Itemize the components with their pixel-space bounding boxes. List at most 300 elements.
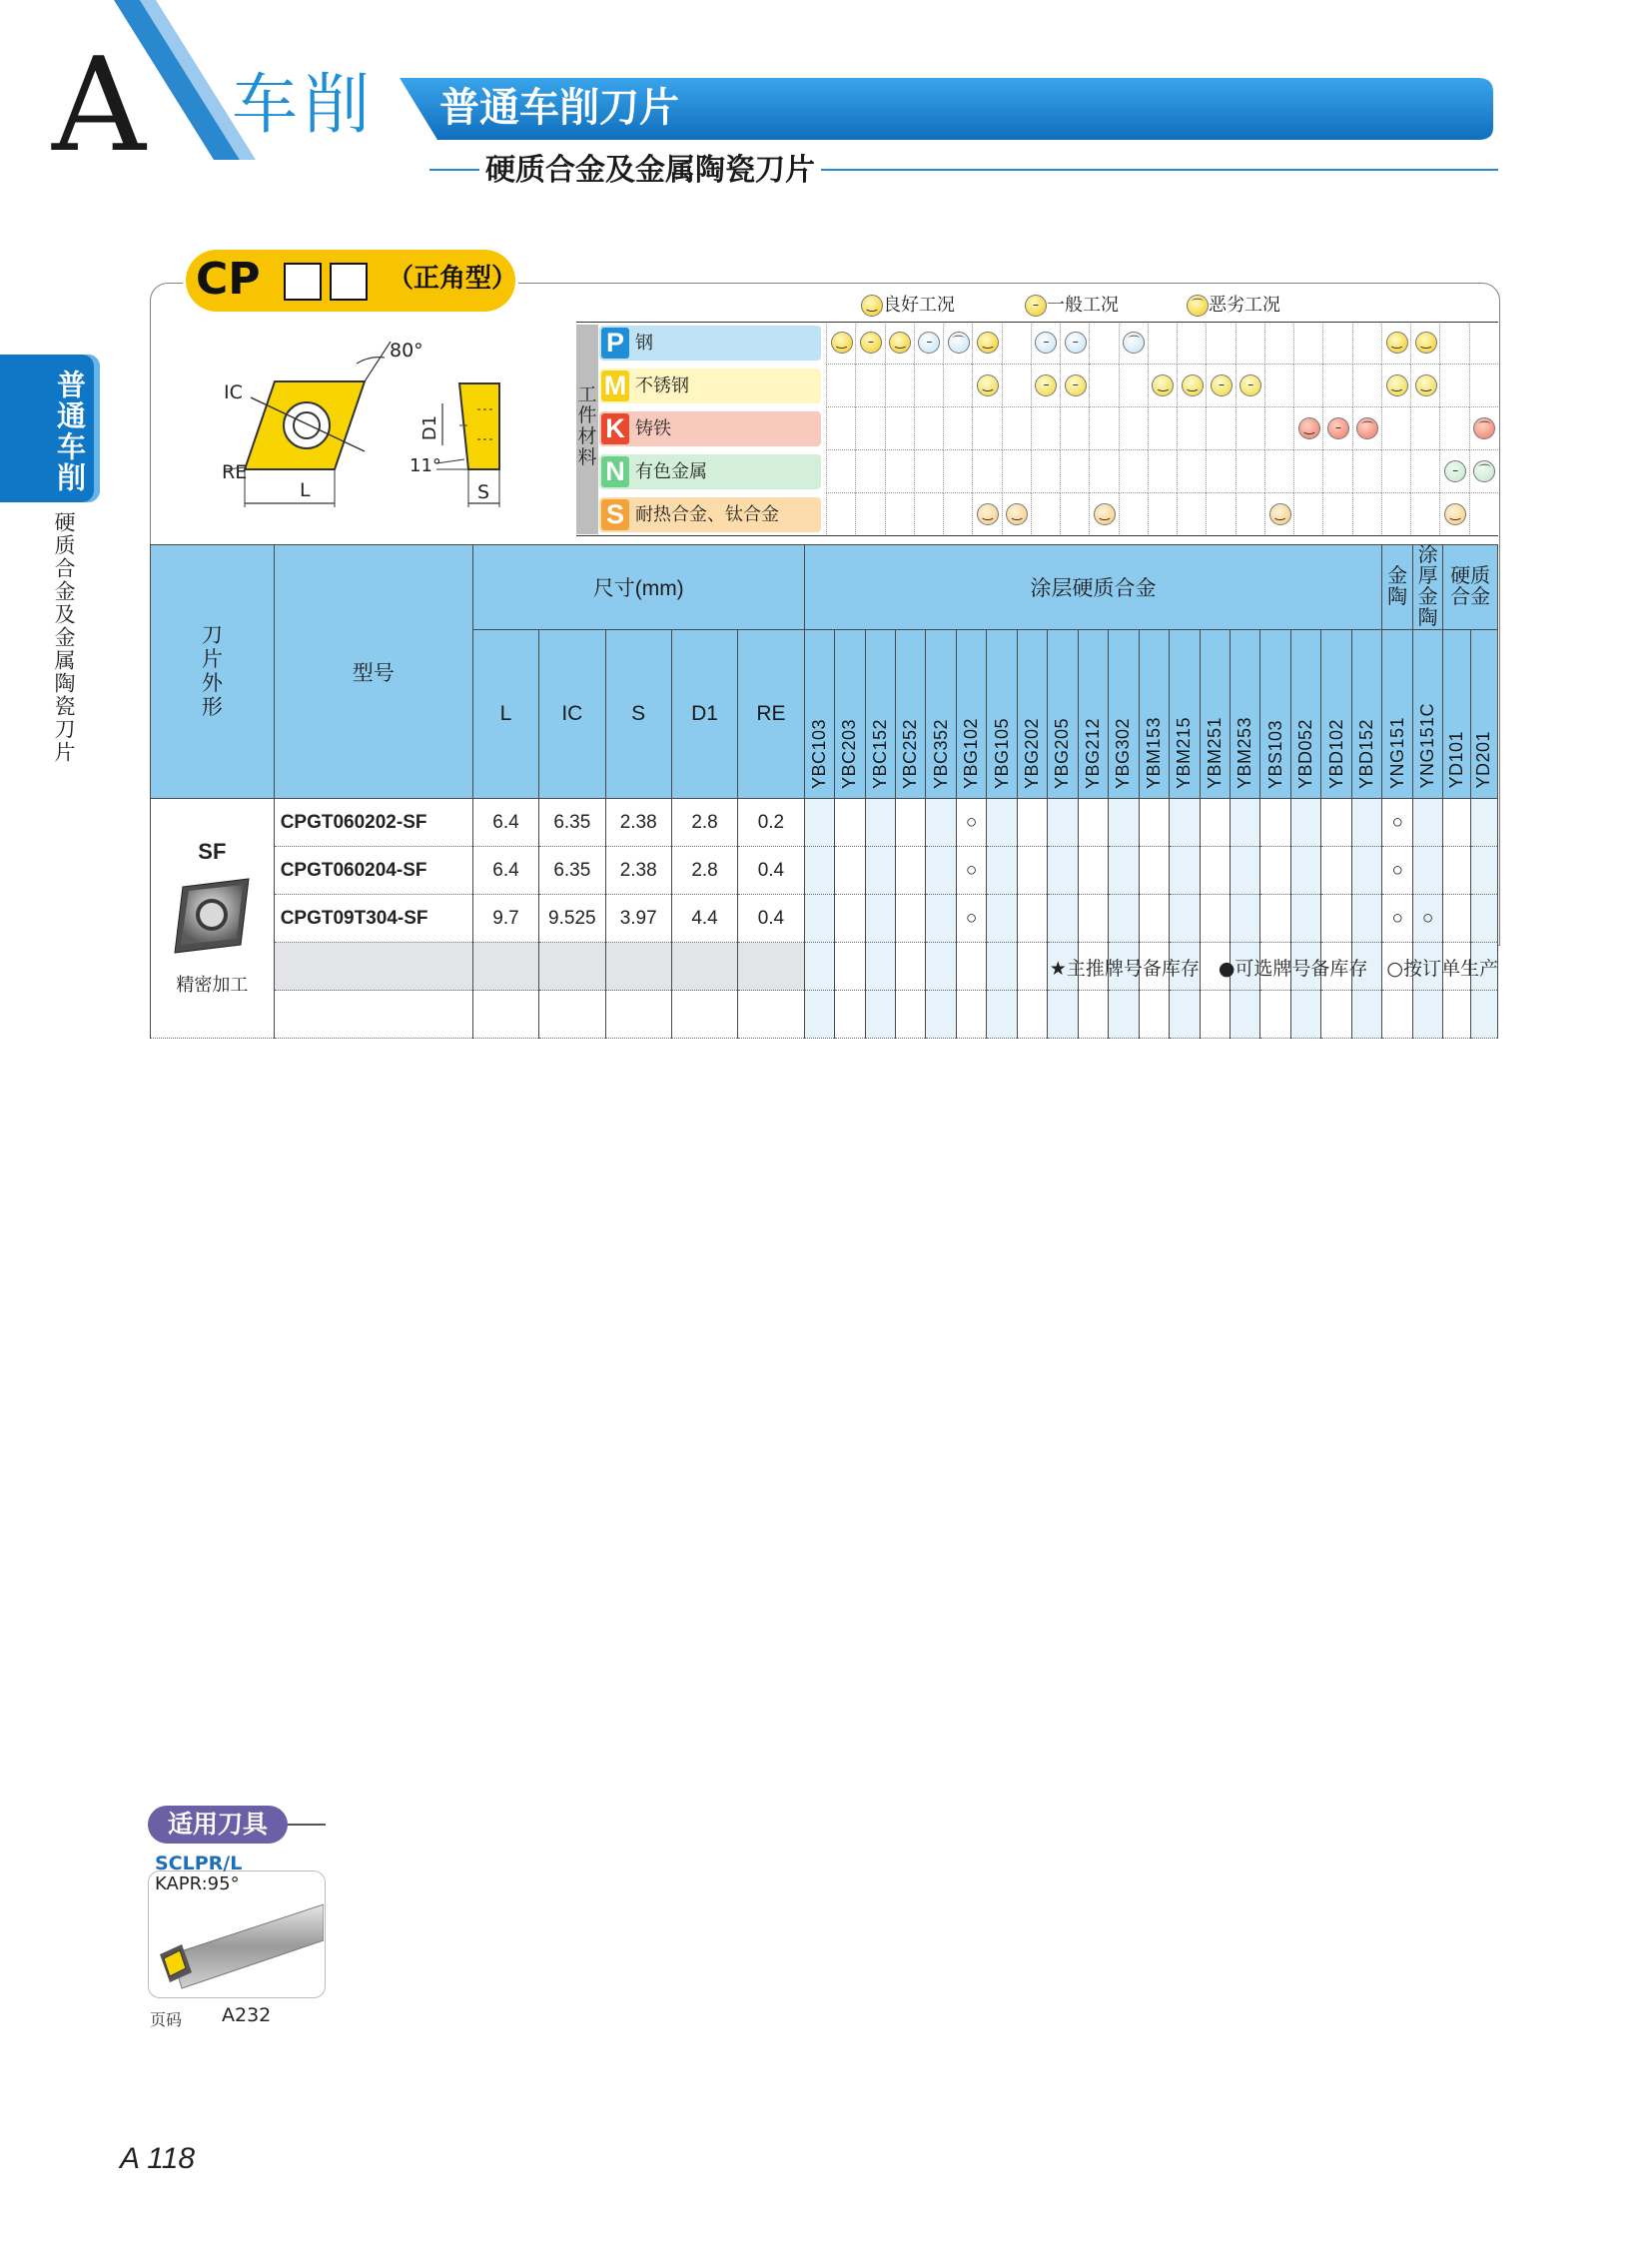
bad-face-icon: ⌒	[948, 332, 970, 354]
suitability-cell	[885, 365, 914, 407]
dim-cell-l	[472, 991, 538, 1039]
suitability-cell	[1089, 450, 1118, 493]
ic-label: IC	[224, 381, 243, 403]
normal-face-icon: –	[1239, 374, 1261, 396]
dim-header-d1: D1	[671, 630, 737, 799]
normal-face-icon: –	[860, 332, 882, 354]
grade-cell: ○	[956, 895, 986, 943]
good-face-icon: ‿	[1006, 503, 1028, 525]
grade-cell: ○	[956, 799, 986, 847]
suitability-cell	[1002, 365, 1031, 407]
suitability-cell	[914, 407, 943, 450]
dim-cell-s: 2.38	[605, 847, 671, 895]
model-cell: CPGT060202-SF	[274, 799, 472, 847]
grade-cell	[1170, 799, 1200, 847]
boring-bar-icon	[152, 1892, 324, 1992]
suitability-cell	[885, 493, 914, 536]
grade-header-ybm215: YBM215	[1170, 630, 1200, 799]
suitability-cell	[826, 450, 855, 493]
suitability-cell	[943, 322, 972, 365]
grade-header-ybc152: YBC152	[865, 630, 895, 799]
grade-cell	[1017, 943, 1047, 991]
dim-cell-d1: 4.4	[671, 895, 737, 943]
dim-cell-re: 0.4	[738, 847, 804, 895]
material-name: 钢	[635, 333, 653, 354]
s-label: S	[477, 481, 490, 503]
grade-cell	[1351, 895, 1382, 943]
material-name: 有色金属	[635, 461, 707, 482]
category-title: 车削	[232, 66, 376, 143]
good-face-icon: ‿	[1152, 374, 1174, 396]
suitability-cell	[972, 493, 1001, 536]
suitability-cell	[1148, 493, 1177, 536]
grade-cell	[1109, 847, 1139, 895]
dim-cell-ic	[539, 991, 605, 1039]
grade-header-ybd052: YBD052	[1290, 630, 1320, 799]
material-label	[599, 454, 821, 489]
suitability-cell	[1381, 365, 1410, 407]
suitability-cell	[1322, 322, 1351, 365]
good-face-icon: ‿	[1269, 503, 1291, 525]
normal-face-icon: –	[1444, 460, 1466, 482]
grade-cell	[1412, 847, 1442, 895]
product-code: CP	[196, 254, 261, 305]
sad-face-icon: ⌒	[1187, 295, 1209, 317]
suitability-cell	[914, 493, 943, 536]
grade-header-ybg102: YBG102	[956, 630, 986, 799]
table-row	[151, 799, 1498, 847]
d1-label: D1	[419, 414, 441, 441]
suitability-cell	[1352, 493, 1381, 536]
grade-cell	[1230, 847, 1259, 895]
grade-cell	[926, 991, 956, 1039]
grade-cell	[1139, 991, 1169, 1039]
grade-cell	[1443, 799, 1470, 847]
normal-face-icon: –	[1327, 417, 1349, 439]
good-face-icon: ‿	[1182, 374, 1204, 396]
suitability-cell	[914, 365, 943, 407]
grade-cell	[987, 895, 1017, 943]
suitability-cell	[1060, 322, 1089, 365]
suitability-cell	[1410, 450, 1439, 493]
coated-carbide-header: 涂层硬质合金	[804, 545, 1382, 630]
grade-cell	[1321, 799, 1351, 847]
page-label: 页码	[150, 2010, 183, 2029]
grade-cell	[1139, 847, 1169, 895]
divider	[288, 1824, 326, 1826]
suitability-cell	[1206, 450, 1235, 493]
suitability-cell	[1439, 322, 1468, 365]
grade-cell	[1290, 847, 1320, 895]
model-cell: CPGT060204-SF	[274, 847, 472, 895]
grade-header-yd201: YD201	[1470, 630, 1498, 799]
suitability-cell	[1089, 322, 1118, 365]
good-face-icon: ‿	[1386, 374, 1408, 396]
suitability-cell	[826, 322, 855, 365]
material-letter-icon: M	[601, 371, 629, 401]
grade-cell	[1260, 847, 1290, 895]
dim-cell-ic: 6.35	[539, 799, 605, 847]
normal-face-icon: –	[918, 332, 940, 354]
thick-cermet-header: 涂厚金陶	[1412, 545, 1442, 630]
grade-cell	[1321, 847, 1351, 895]
material-row-p	[576, 322, 1498, 365]
dim-header-s: S	[605, 630, 671, 799]
suitability-cell	[1439, 493, 1468, 536]
suitability-cell	[1381, 493, 1410, 536]
dim-header-ic: IC	[539, 630, 605, 799]
legend-good: ‿ 良好工况	[861, 295, 955, 317]
suitability-cell	[1236, 322, 1264, 365]
shape-code: SF	[198, 839, 227, 864]
bad-face-icon: ⌒	[1123, 332, 1145, 354]
grade-cell	[1200, 991, 1230, 1039]
grade-cell	[1200, 847, 1230, 895]
dim-cell-s	[605, 943, 671, 991]
suitability-cell	[855, 365, 884, 407]
table-row	[151, 991, 1498, 1039]
grade-cell	[1470, 991, 1498, 1039]
angle-11-label: 11°	[410, 455, 441, 476]
suitability-cell	[1206, 407, 1235, 450]
suitability-cell	[1148, 450, 1177, 493]
grade-cell	[987, 799, 1017, 847]
dim-cell-l: 6.4	[472, 799, 538, 847]
material-label	[599, 411, 821, 446]
grade-cell	[1230, 799, 1259, 847]
suitability-cell	[1469, 493, 1498, 536]
side-tab-label: 普通车削	[53, 370, 87, 493]
grade-cell	[1109, 895, 1139, 943]
grade-cell	[895, 991, 925, 1039]
suitability-cell	[1031, 365, 1060, 407]
good-face-icon: ‿	[977, 503, 999, 525]
dim-cell-s: 3.97	[605, 895, 671, 943]
grade-cell	[804, 799, 834, 847]
suitability-cell	[1236, 407, 1264, 450]
suitability-cell	[855, 450, 884, 493]
placeholder-box	[330, 263, 368, 301]
material-letter-icon: S	[601, 499, 629, 530]
suitability-cell	[1352, 365, 1381, 407]
dim-cell-d1: 2.8	[671, 799, 737, 847]
suitability-cell	[943, 493, 972, 536]
dim-cell-d1	[671, 991, 737, 1039]
dim-cell-l	[472, 943, 538, 991]
material-letter-icon: K	[601, 413, 629, 444]
suitability-cell	[1206, 365, 1235, 407]
dim-cell-ic: 6.35	[539, 847, 605, 895]
normal-face-icon: –	[1065, 332, 1087, 354]
grade-cell	[1078, 895, 1108, 943]
normal-face-icon: –	[1035, 332, 1057, 354]
smile-face-icon: ‿	[861, 295, 883, 317]
dim-cell-ic	[539, 943, 605, 991]
grade-cell	[804, 991, 834, 1039]
grade-cell	[987, 991, 1017, 1039]
material-name: 耐热合金、钛合金	[635, 504, 779, 525]
material-letter-icon: P	[601, 328, 629, 359]
insert-shape-cell	[151, 799, 275, 1039]
suitability-cell	[1177, 450, 1206, 493]
grade-cell	[1048, 991, 1078, 1039]
suitability-cell	[1469, 322, 1498, 365]
grade-cell	[1170, 847, 1200, 895]
good-face-icon: ‿	[889, 332, 911, 354]
suitability-cell	[1148, 365, 1177, 407]
grade-cell	[987, 847, 1017, 895]
grade-cell	[1412, 799, 1442, 847]
suitability-cell	[972, 365, 1001, 407]
grade-header-ybg105: YBG105	[987, 630, 1017, 799]
suitability-cell	[1002, 450, 1031, 493]
dim-header-re: RE	[738, 630, 804, 799]
grade-cell	[1412, 991, 1442, 1039]
grade-cell	[926, 799, 956, 847]
grade-cell	[895, 847, 925, 895]
grade-header-ybm253: YBM253	[1230, 630, 1259, 799]
grade-cell	[1017, 991, 1047, 1039]
suitability-cell	[1381, 322, 1410, 365]
material-row-m	[576, 365, 1498, 407]
suitability-cell	[914, 322, 943, 365]
material-letter-icon: N	[601, 456, 629, 487]
suitability-cell	[1089, 407, 1118, 450]
suitability-cell	[1119, 365, 1148, 407]
grade-cell	[1260, 991, 1290, 1039]
grade-cell	[1200, 799, 1230, 847]
suitability-cell	[826, 407, 855, 450]
legend-normal: – 一般工况	[1025, 295, 1119, 317]
suitability-cell	[1060, 365, 1089, 407]
suitability-cell	[1089, 365, 1118, 407]
grade-cell	[835, 991, 865, 1039]
bad-face-icon: ⌒	[1473, 460, 1495, 482]
grade-cell	[865, 799, 895, 847]
grade-cell	[865, 943, 895, 991]
grade-header-ybc203: YBC203	[835, 630, 865, 799]
suitability-cell	[1293, 407, 1322, 450]
grade-cell	[1200, 895, 1230, 943]
grade-cell	[1321, 991, 1351, 1039]
suitability-cell	[972, 450, 1001, 493]
grade-cell	[1443, 991, 1470, 1039]
material-label	[599, 326, 821, 361]
tool-name: SCLPR/L	[155, 1853, 243, 1874]
grade-cell	[895, 895, 925, 943]
suitability-cell	[1002, 322, 1031, 365]
suitability-cell	[855, 407, 884, 450]
grade-cell	[1139, 895, 1169, 943]
grade-cell	[1470, 895, 1498, 943]
grade-cell	[1078, 799, 1108, 847]
suitability-cell	[1410, 365, 1439, 407]
material-name: 铸铁	[635, 418, 671, 439]
suitability-cell	[1177, 493, 1206, 536]
grade-cell	[1230, 991, 1259, 1039]
cermet-header: 金陶	[1382, 545, 1412, 630]
suitability-cell	[855, 493, 884, 536]
grade-cell	[1290, 799, 1320, 847]
material-label	[599, 369, 821, 403]
suitability-cell	[1264, 407, 1293, 450]
grade-cell	[865, 991, 895, 1039]
suitability-cell	[1264, 493, 1293, 536]
suitability-cell	[826, 365, 855, 407]
grade-header-ybc252: YBC252	[895, 630, 925, 799]
normal-face-icon: –	[1035, 374, 1057, 396]
grade-header-ybg202: YBG202	[1017, 630, 1047, 799]
suitability-cell	[1293, 322, 1322, 365]
suitability-cell	[1031, 493, 1060, 536]
dims-header: 尺寸(mm)	[472, 545, 804, 630]
suitability-cell	[1002, 407, 1031, 450]
suitability-cell	[1264, 450, 1293, 493]
dim-cell-re	[738, 991, 804, 1039]
grade-cell	[1230, 895, 1259, 943]
grade-cell	[865, 895, 895, 943]
grade-cell	[1443, 847, 1470, 895]
suitability-cell	[1293, 493, 1322, 536]
dim-cell-re: 0.4	[738, 895, 804, 943]
material-vertical-label: 工件材料	[577, 383, 597, 468]
grade-cell	[1170, 991, 1200, 1039]
grade-cell	[956, 991, 986, 1039]
model-cell	[274, 943, 472, 991]
suitability-cell	[855, 322, 884, 365]
suitability-cell	[1089, 493, 1118, 536]
suitability-cell	[1031, 322, 1060, 365]
suitability-cell	[1469, 407, 1498, 450]
suitability-cell	[885, 407, 914, 450]
table-row	[151, 895, 1498, 943]
grade-cell	[835, 895, 865, 943]
suitability-cell	[1322, 450, 1351, 493]
grade-cell	[987, 943, 1017, 991]
side-subtitle: 硬质合金及金属陶瓷刀片	[52, 511, 76, 764]
grade-header-yd101: YD101	[1443, 630, 1470, 799]
suitability-cell	[1469, 450, 1498, 493]
suitability-cell	[1381, 407, 1410, 450]
dim-cell-re	[738, 943, 804, 991]
grade-header-ybg205: YBG205	[1048, 630, 1078, 799]
grade-header-ybg212: YBG212	[1078, 630, 1108, 799]
suitability-cell	[943, 365, 972, 407]
suitability-cell	[1322, 493, 1351, 536]
suitability-cell	[1352, 322, 1381, 365]
good-face-icon: ‿	[1415, 332, 1437, 354]
grade-cell	[1351, 991, 1382, 1039]
good-face-icon: ‿	[1444, 503, 1466, 525]
dim-cell-s	[605, 991, 671, 1039]
grade-header-ybs103: YBS103	[1260, 630, 1290, 799]
suitability-cell	[1119, 450, 1148, 493]
suitability-cell	[1293, 365, 1322, 407]
grade-cell	[1260, 799, 1290, 847]
grade-cell	[895, 799, 925, 847]
suitability-cell	[1469, 365, 1498, 407]
grade-header-ybg302: YBG302	[1109, 630, 1139, 799]
footnote: ★主推牌号备库存 ●可选牌号备库存 ○按订单生产	[1049, 958, 1498, 980]
grade-cell	[926, 943, 956, 991]
suitability-cell	[972, 322, 1001, 365]
suitability-cell	[943, 407, 972, 450]
normal-face-icon: –	[1211, 374, 1233, 396]
suitability-cell	[1236, 365, 1264, 407]
grade-header-yng151: YNG151	[1382, 630, 1412, 799]
grade-cell	[926, 895, 956, 943]
good-face-icon: ‿	[1298, 417, 1320, 439]
grade-header-ybc352: YBC352	[926, 630, 956, 799]
grade-cell	[1017, 847, 1047, 895]
suitability-cell	[1322, 407, 1351, 450]
page-title: 普通车削刀片	[439, 85, 679, 131]
tool-kapr: KAPR:95°	[155, 1873, 240, 1894]
suitability-cell	[1177, 407, 1206, 450]
page-number: A 118	[120, 2142, 196, 2175]
grade-header-ybm153: YBM153	[1139, 630, 1169, 799]
grade-cell	[835, 943, 865, 991]
suitability-cell	[1119, 407, 1148, 450]
grade-cell	[804, 943, 834, 991]
suitability-cell	[914, 450, 943, 493]
suitability-cell	[1264, 322, 1293, 365]
dim-cell-d1	[671, 943, 737, 991]
grade-header-ybd102: YBD102	[1321, 630, 1351, 799]
suitability-cell	[826, 493, 855, 536]
material-row-n	[576, 450, 1498, 493]
grade-cell	[1078, 991, 1108, 1039]
suitability-cell	[1119, 322, 1148, 365]
usage-label: 精密加工	[176, 975, 249, 995]
grade-cell: ○	[956, 847, 986, 895]
applicable-tool-label: 适用刀具	[148, 1806, 288, 1844]
angle-80-label: 80°	[390, 340, 423, 362]
good-face-icon: ‿	[1415, 374, 1437, 396]
product-type: （正角型）	[388, 264, 518, 294]
suitability-cell	[972, 407, 1001, 450]
suitability-cell	[1410, 322, 1439, 365]
suitability-cell	[1322, 365, 1351, 407]
grade-cell	[1443, 895, 1470, 943]
neutral-face-icon: –	[1025, 295, 1047, 317]
model-cell	[274, 991, 472, 1039]
grade-header-ybm251: YBM251	[1200, 630, 1230, 799]
dim-cell-s: 2.38	[605, 799, 671, 847]
suitability-cell	[943, 450, 972, 493]
grade-cell	[1078, 847, 1108, 895]
suitability-cell	[1148, 322, 1177, 365]
page-link[interactable]: A232	[222, 2004, 272, 2026]
grade-cell	[1290, 895, 1320, 943]
suitability-cell	[1060, 450, 1089, 493]
material-row-k	[576, 407, 1498, 450]
suitability-cell	[1439, 407, 1468, 450]
material-label	[599, 497, 821, 532]
good-face-icon: ‿	[977, 332, 999, 354]
suitability-cell	[1264, 365, 1293, 407]
grade-cell: ○	[1412, 895, 1442, 943]
grade-header-ybc103: YBC103	[804, 630, 834, 799]
grade-cell	[1048, 895, 1078, 943]
suitability-cell	[1148, 407, 1177, 450]
grade-header-yng151c: YNG151C	[1412, 630, 1442, 799]
suitability-cell	[1236, 493, 1264, 536]
dim-cell-l: 9.7	[472, 895, 538, 943]
grade-cell	[1382, 991, 1412, 1039]
grade-cell	[835, 799, 865, 847]
grade-cell	[1290, 991, 1320, 1039]
